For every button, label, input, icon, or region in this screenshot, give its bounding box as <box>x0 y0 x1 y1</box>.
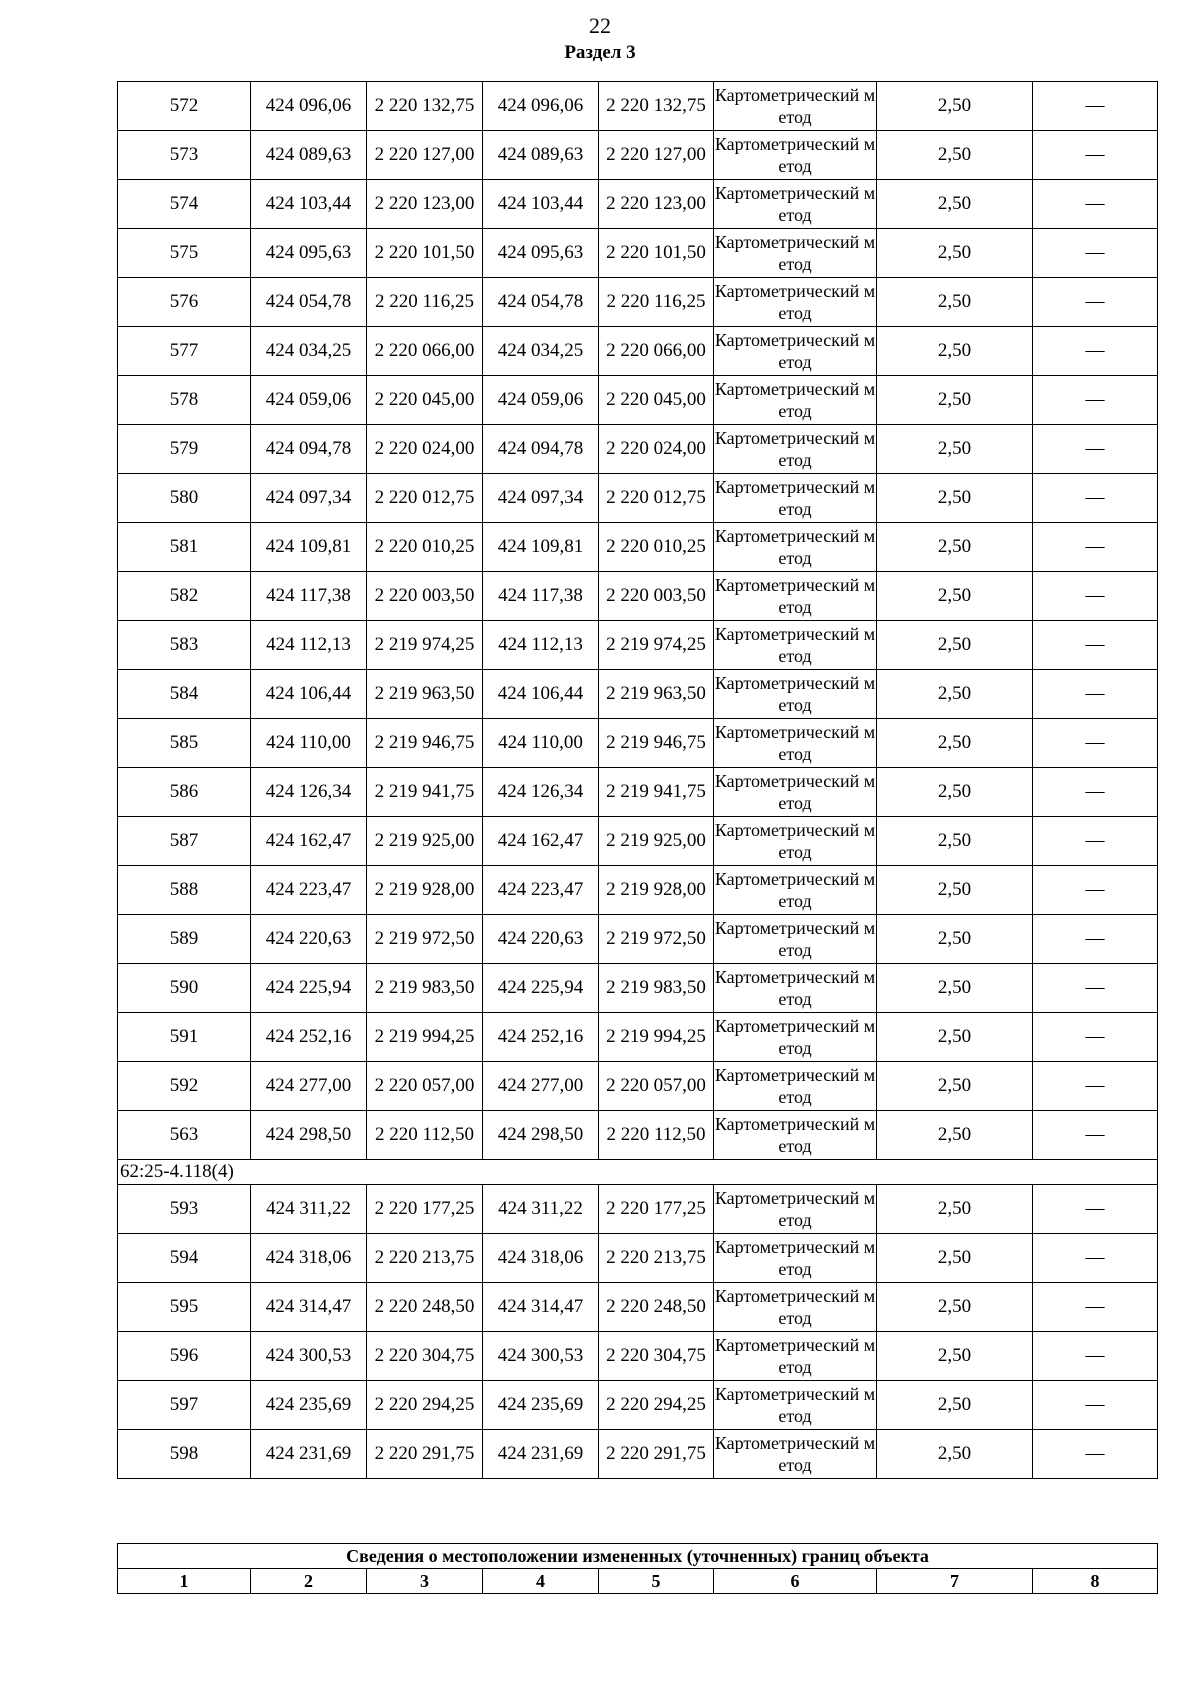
column-number: 8 <box>1033 1569 1158 1594</box>
new-x-cell: 424 095,63 <box>483 229 599 278</box>
table-row <box>118 523 1158 572</box>
point-number-cell: 588 <box>118 866 251 915</box>
accuracy-cell: 2,50 <box>877 719 1033 768</box>
new-y-cell: 2 219 963,50 <box>599 670 714 719</box>
point-number-cell: 595 <box>118 1283 251 1332</box>
existing-x-cell: 424 097,34 <box>251 474 367 523</box>
note-cell: — <box>1033 915 1158 964</box>
new-y-cell: 2 220 101,50 <box>599 229 714 278</box>
new-x-cell: 424 300,53 <box>483 1332 599 1381</box>
existing-y-cell: 2 219 963,50 <box>367 670 483 719</box>
group-row <box>118 1160 1158 1185</box>
existing-y-cell: 2 220 127,00 <box>367 131 483 180</box>
new-x-cell: 424 235,69 <box>483 1381 599 1430</box>
existing-x-cell: 424 059,06 <box>251 376 367 425</box>
note-cell: — <box>1033 1234 1158 1283</box>
table-row <box>118 915 1158 964</box>
accuracy-cell: 2,50 <box>877 278 1033 327</box>
accuracy-cell: 2,50 <box>877 1185 1033 1234</box>
point-number-cell: 587 <box>118 817 251 866</box>
table-row <box>118 572 1158 621</box>
existing-x-cell: 424 095,63 <box>251 229 367 278</box>
new-y-cell: 2 220 066,00 <box>599 327 714 376</box>
table-row <box>118 425 1158 474</box>
table-row <box>118 1013 1158 1062</box>
table-row <box>118 1062 1158 1111</box>
method-cell: Картометрический метод <box>714 1062 877 1111</box>
note-cell: — <box>1033 719 1158 768</box>
method-cell: Картометрический метод <box>714 327 877 376</box>
new-x-cell: 424 117,38 <box>483 572 599 621</box>
existing-x-cell: 424 096,06 <box>251 82 367 131</box>
note-cell: — <box>1033 229 1158 278</box>
method-cell: Картометрический метод <box>714 1013 877 1062</box>
accuracy-cell: 2,50 <box>877 1013 1033 1062</box>
new-y-cell: 2 219 925,00 <box>599 817 714 866</box>
accuracy-cell: 2,50 <box>877 1332 1033 1381</box>
new-y-cell: 2 220 116,25 <box>599 278 714 327</box>
accuracy-cell: 2,50 <box>877 474 1033 523</box>
point-number-cell: 593 <box>118 1185 251 1234</box>
point-number-cell: 583 <box>118 621 251 670</box>
point-number-cell: 572 <box>118 82 251 131</box>
new-y-cell: 2 219 972,50 <box>599 915 714 964</box>
point-number-cell: 579 <box>118 425 251 474</box>
note-cell: — <box>1033 376 1158 425</box>
note-cell: — <box>1033 523 1158 572</box>
existing-y-cell: 2 219 941,75 <box>367 768 483 817</box>
accuracy-cell: 2,50 <box>877 866 1033 915</box>
existing-y-cell: 2 219 925,00 <box>367 817 483 866</box>
changed-boundaries-title-row <box>118 1544 1158 1569</box>
point-number-cell: 589 <box>118 915 251 964</box>
coordinates-table <box>117 81 1158 1479</box>
accuracy-cell: 2,50 <box>877 327 1033 376</box>
existing-x-cell: 424 162,47 <box>251 817 367 866</box>
point-number-cell: 578 <box>118 376 251 425</box>
new-x-cell: 424 096,06 <box>483 82 599 131</box>
accuracy-cell: 2,50 <box>877 670 1033 719</box>
existing-x-cell: 424 126,34 <box>251 768 367 817</box>
existing-x-cell: 424 112,13 <box>251 621 367 670</box>
accuracy-cell: 2,50 <box>877 817 1033 866</box>
table-row <box>118 327 1158 376</box>
note-cell: — <box>1033 621 1158 670</box>
new-x-cell: 424 094,78 <box>483 425 599 474</box>
method-cell: Картометрический метод <box>714 1430 877 1479</box>
existing-y-cell: 2 220 116,25 <box>367 278 483 327</box>
new-x-cell: 424 298,50 <box>483 1111 599 1160</box>
existing-y-cell: 2 219 972,50 <box>367 915 483 964</box>
note-cell: — <box>1033 817 1158 866</box>
note-cell: — <box>1033 670 1158 719</box>
point-number-cell: 563 <box>118 1111 251 1160</box>
table-row <box>118 866 1158 915</box>
point-number-cell: 591 <box>118 1013 251 1062</box>
method-cell: Картометрический метод <box>714 1283 877 1332</box>
method-cell: Картометрический метод <box>714 1185 877 1234</box>
column-number: 7 <box>877 1569 1033 1594</box>
accuracy-cell: 2,50 <box>877 376 1033 425</box>
existing-y-cell: 2 220 101,50 <box>367 229 483 278</box>
method-cell: Картометрический метод <box>714 229 877 278</box>
new-x-cell: 424 109,81 <box>483 523 599 572</box>
method-cell: Картометрический метод <box>714 621 877 670</box>
table-row <box>118 278 1158 327</box>
new-x-cell: 424 034,25 <box>483 327 599 376</box>
new-x-cell: 424 059,06 <box>483 376 599 425</box>
existing-y-cell: 2 220 132,75 <box>367 82 483 131</box>
existing-x-cell: 424 106,44 <box>251 670 367 719</box>
new-y-cell: 2 220 112,50 <box>599 1111 714 1160</box>
method-cell: Картометрический метод <box>714 523 877 572</box>
existing-y-cell: 2 220 112,50 <box>367 1111 483 1160</box>
accuracy-cell: 2,50 <box>877 229 1033 278</box>
point-number-cell: 590 <box>118 964 251 1013</box>
note-cell: — <box>1033 131 1158 180</box>
existing-y-cell: 2 220 010,25 <box>367 523 483 572</box>
note-cell: — <box>1033 1332 1158 1381</box>
existing-x-cell: 424 094,78 <box>251 425 367 474</box>
point-number-cell: 594 <box>118 1234 251 1283</box>
accuracy-cell: 2,50 <box>877 1062 1033 1111</box>
table-row <box>118 621 1158 670</box>
point-number-cell: 597 <box>118 1381 251 1430</box>
existing-x-cell: 424 223,47 <box>251 866 367 915</box>
column-number: 3 <box>367 1569 483 1594</box>
point-number-cell: 575 <box>118 229 251 278</box>
table-row <box>118 1283 1158 1332</box>
column-number: 4 <box>483 1569 599 1594</box>
new-x-cell: 424 103,44 <box>483 180 599 229</box>
existing-x-cell: 424 089,63 <box>251 131 367 180</box>
existing-x-cell: 424 110,00 <box>251 719 367 768</box>
accuracy-cell: 2,50 <box>877 1283 1033 1332</box>
table-row <box>118 1332 1158 1381</box>
method-cell: Картометрический метод <box>714 376 877 425</box>
existing-y-cell: 2 220 024,00 <box>367 425 483 474</box>
existing-y-cell: 2 219 983,50 <box>367 964 483 1013</box>
new-y-cell: 2 220 132,75 <box>599 82 714 131</box>
new-x-cell: 424 311,22 <box>483 1185 599 1234</box>
new-x-cell: 424 223,47 <box>483 866 599 915</box>
existing-x-cell: 424 314,47 <box>251 1283 367 1332</box>
note-cell: — <box>1033 1062 1158 1111</box>
note-cell: — <box>1033 425 1158 474</box>
page-number: 22 <box>589 13 611 38</box>
new-x-cell: 424 318,06 <box>483 1234 599 1283</box>
table-row <box>118 180 1158 229</box>
accuracy-cell: 2,50 <box>877 523 1033 572</box>
table-row <box>118 719 1158 768</box>
point-number-cell: 598 <box>118 1430 251 1479</box>
existing-x-cell: 424 231,69 <box>251 1430 367 1479</box>
new-x-cell: 424 225,94 <box>483 964 599 1013</box>
method-cell: Картометрический метод <box>714 1234 877 1283</box>
existing-x-cell: 424 109,81 <box>251 523 367 572</box>
existing-y-cell: 2 220 213,75 <box>367 1234 483 1283</box>
new-y-cell: 2 219 974,25 <box>599 621 714 670</box>
note-cell: — <box>1033 1430 1158 1479</box>
existing-y-cell: 2 219 928,00 <box>367 866 483 915</box>
existing-x-cell: 424 034,25 <box>251 327 367 376</box>
new-x-cell: 424 110,00 <box>483 719 599 768</box>
method-cell: Картометрический метод <box>714 425 877 474</box>
existing-y-cell: 2 220 304,75 <box>367 1332 483 1381</box>
existing-y-cell: 2 220 045,00 <box>367 376 483 425</box>
note-cell: — <box>1033 1111 1158 1160</box>
accuracy-cell: 2,50 <box>877 1111 1033 1160</box>
note-cell: — <box>1033 474 1158 523</box>
new-y-cell: 2 219 994,25 <box>599 1013 714 1062</box>
existing-y-cell: 2 220 012,75 <box>367 474 483 523</box>
new-x-cell: 424 089,63 <box>483 131 599 180</box>
new-y-cell: 2 220 304,75 <box>599 1332 714 1381</box>
point-number-cell: 577 <box>118 327 251 376</box>
note-cell: — <box>1033 1013 1158 1062</box>
existing-x-cell: 424 235,69 <box>251 1381 367 1430</box>
table-row <box>118 1234 1158 1283</box>
existing-x-cell: 424 225,94 <box>251 964 367 1013</box>
existing-y-cell: 2 220 294,25 <box>367 1381 483 1430</box>
point-number-cell: 585 <box>118 719 251 768</box>
new-x-cell: 424 162,47 <box>483 817 599 866</box>
accuracy-cell: 2,50 <box>877 1430 1033 1479</box>
point-number-cell: 586 <box>118 768 251 817</box>
table-row <box>118 1185 1158 1234</box>
existing-x-cell: 424 277,00 <box>251 1062 367 1111</box>
point-number-cell: 574 <box>118 180 251 229</box>
method-cell: Картометрический метод <box>714 964 877 1013</box>
point-number-cell: 582 <box>118 572 251 621</box>
existing-y-cell: 2 219 974,25 <box>367 621 483 670</box>
new-x-cell: 424 220,63 <box>483 915 599 964</box>
existing-y-cell: 2 219 946,75 <box>367 719 483 768</box>
point-number-cell: 592 <box>118 1062 251 1111</box>
new-x-cell: 424 112,13 <box>483 621 599 670</box>
new-y-cell: 2 219 946,75 <box>599 719 714 768</box>
method-cell: Картометрический метод <box>714 817 877 866</box>
new-y-cell: 2 220 057,00 <box>599 1062 714 1111</box>
note-cell: — <box>1033 327 1158 376</box>
accuracy-cell: 2,50 <box>877 964 1033 1013</box>
accuracy-cell: 2,50 <box>877 1381 1033 1430</box>
coordinates-table-body <box>118 82 1158 1479</box>
table-row <box>118 964 1158 1013</box>
table-row <box>118 670 1158 719</box>
existing-y-cell: 2 219 994,25 <box>367 1013 483 1062</box>
new-y-cell: 2 220 294,25 <box>599 1381 714 1430</box>
new-y-cell: 2 220 123,00 <box>599 180 714 229</box>
method-cell: Картометрический метод <box>714 180 877 229</box>
note-cell: — <box>1033 1283 1158 1332</box>
new-x-cell: 424 126,34 <box>483 768 599 817</box>
point-number-cell: 596 <box>118 1332 251 1381</box>
existing-x-cell: 424 300,53 <box>251 1332 367 1381</box>
accuracy-cell: 2,50 <box>877 425 1033 474</box>
table-row <box>118 1111 1158 1160</box>
method-cell: Картометрический метод <box>714 866 877 915</box>
new-x-cell: 424 277,00 <box>483 1062 599 1111</box>
method-cell: Картометрический метод <box>714 572 877 621</box>
new-x-cell: 424 314,47 <box>483 1283 599 1332</box>
table-row <box>118 376 1158 425</box>
method-cell: Картометрический метод <box>714 474 877 523</box>
method-cell: Картометрический метод <box>714 768 877 817</box>
table-row <box>118 82 1158 131</box>
point-number-cell: 576 <box>118 278 251 327</box>
new-y-cell: 2 219 941,75 <box>599 768 714 817</box>
accuracy-cell: 2,50 <box>877 768 1033 817</box>
point-number-cell: 581 <box>118 523 251 572</box>
existing-x-cell: 424 220,63 <box>251 915 367 964</box>
table-row <box>118 474 1158 523</box>
note-cell: — <box>1033 82 1158 131</box>
existing-y-cell: 2 220 003,50 <box>367 572 483 621</box>
method-cell: Картометрический метод <box>714 1111 877 1160</box>
new-x-cell: 424 252,16 <box>483 1013 599 1062</box>
note-cell: — <box>1033 180 1158 229</box>
note-cell: — <box>1033 572 1158 621</box>
note-cell: — <box>1033 278 1158 327</box>
accuracy-cell: 2,50 <box>877 572 1033 621</box>
table-row <box>118 817 1158 866</box>
table-row <box>118 1381 1158 1430</box>
existing-x-cell: 424 311,22 <box>251 1185 367 1234</box>
new-x-cell: 424 097,34 <box>483 474 599 523</box>
existing-x-cell: 424 318,06 <box>251 1234 367 1283</box>
note-cell: — <box>1033 964 1158 1013</box>
existing-y-cell: 2 220 123,00 <box>367 180 483 229</box>
table-row <box>118 1430 1158 1479</box>
new-y-cell: 2 220 213,75 <box>599 1234 714 1283</box>
existing-x-cell: 424 103,44 <box>251 180 367 229</box>
new-x-cell: 424 231,69 <box>483 1430 599 1479</box>
existing-y-cell: 2 220 291,75 <box>367 1430 483 1479</box>
accuracy-cell: 2,50 <box>877 131 1033 180</box>
column-number: 1 <box>118 1569 251 1594</box>
method-cell: Картометрический метод <box>714 131 877 180</box>
new-y-cell: 2 220 010,25 <box>599 523 714 572</box>
section-title: Раздел 3 <box>564 42 636 63</box>
group-label: 62:25-4.118(4) <box>118 1160 1158 1185</box>
table-row <box>118 229 1158 278</box>
note-cell: — <box>1033 768 1158 817</box>
note-cell: — <box>1033 1381 1158 1430</box>
existing-x-cell: 424 054,78 <box>251 278 367 327</box>
accuracy-cell: 2,50 <box>877 180 1033 229</box>
note-cell: — <box>1033 1185 1158 1234</box>
column-number: 2 <box>251 1569 367 1594</box>
accuracy-cell: 2,50 <box>877 621 1033 670</box>
new-y-cell: 2 220 045,00 <box>599 376 714 425</box>
new-x-cell: 424 054,78 <box>483 278 599 327</box>
new-y-cell: 2 220 003,50 <box>599 572 714 621</box>
new-y-cell: 2 220 024,00 <box>599 425 714 474</box>
point-number-cell: 580 <box>118 474 251 523</box>
column-number: 6 <box>714 1569 877 1594</box>
accuracy-cell: 2,50 <box>877 1234 1033 1283</box>
method-cell: Картометрический метод <box>714 670 877 719</box>
column-number: 5 <box>599 1569 714 1594</box>
existing-x-cell: 424 252,16 <box>251 1013 367 1062</box>
method-cell: Картометрический метод <box>714 915 877 964</box>
table-row <box>118 131 1158 180</box>
changed-boundaries-header-row <box>118 1569 1158 1594</box>
accuracy-cell: 2,50 <box>877 82 1033 131</box>
new-x-cell: 424 106,44 <box>483 670 599 719</box>
method-cell: Картометрический метод <box>714 1381 877 1430</box>
changed-boundaries-title: Сведения о местоположении измененных (уточненных) границ объекта <box>118 1544 1158 1569</box>
changed-boundaries-table <box>117 1543 1158 1594</box>
existing-x-cell: 424 117,38 <box>251 572 367 621</box>
new-y-cell: 2 220 177,25 <box>599 1185 714 1234</box>
note-cell: — <box>1033 866 1158 915</box>
existing-y-cell: 2 220 248,50 <box>367 1283 483 1332</box>
accuracy-cell: 2,50 <box>877 915 1033 964</box>
method-cell: Картометрический метод <box>714 278 877 327</box>
new-y-cell: 2 220 012,75 <box>599 474 714 523</box>
existing-y-cell: 2 220 066,00 <box>367 327 483 376</box>
new-y-cell: 2 219 928,00 <box>599 866 714 915</box>
method-cell: Картометрический метод <box>714 82 877 131</box>
new-y-cell: 2 220 291,75 <box>599 1430 714 1479</box>
method-cell: Картометрический метод <box>714 719 877 768</box>
existing-x-cell: 424 298,50 <box>251 1111 367 1160</box>
existing-y-cell: 2 220 177,25 <box>367 1185 483 1234</box>
new-y-cell: 2 220 248,50 <box>599 1283 714 1332</box>
existing-y-cell: 2 220 057,00 <box>367 1062 483 1111</box>
table-row <box>118 768 1158 817</box>
new-y-cell: 2 220 127,00 <box>599 131 714 180</box>
method-cell: Картометрический метод <box>714 1332 877 1381</box>
point-number-cell: 573 <box>118 131 251 180</box>
point-number-cell: 584 <box>118 670 251 719</box>
new-y-cell: 2 219 983,50 <box>599 964 714 1013</box>
